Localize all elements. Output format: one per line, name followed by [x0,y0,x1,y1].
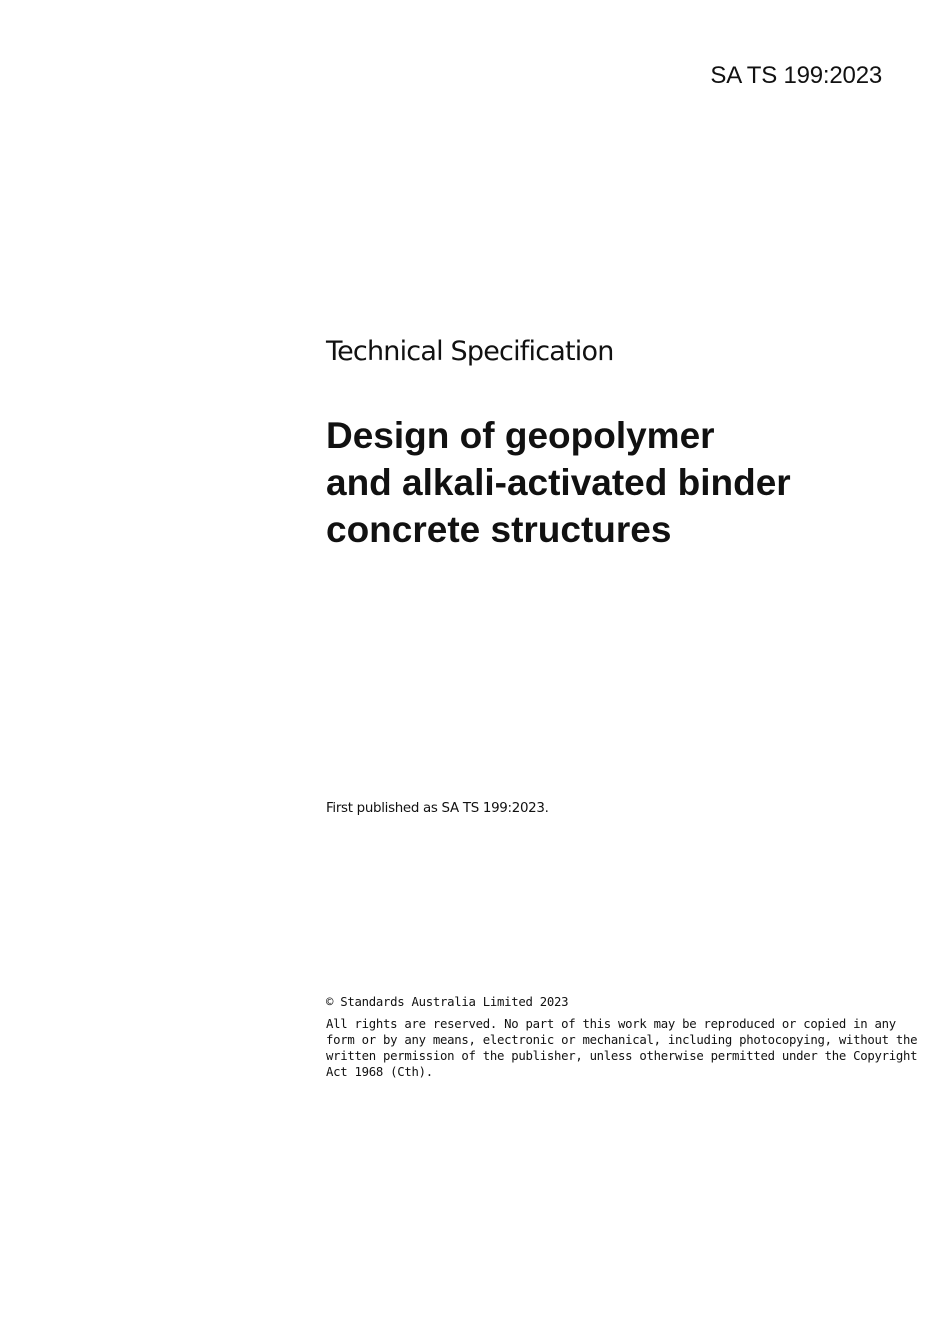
copyright-section [326,994,918,1080]
rights-line: form or by any means, electronic or mechanical, including photocopying, without the [326,1033,918,1047]
rights-line: All rights are reserved. No part of this work may be reproduced or copied in any [326,1017,896,1031]
rights-line: Act 1968 (Cth). [326,1065,433,1079]
document-title [326,412,886,553]
publication-note: First published as SA TS 199:2023. [326,801,549,816]
document-identifier: SA TS 199:2023 [710,62,882,89]
document-type-label: Technical Specification [326,336,614,367]
copyright-notice: © Standards Australia Limited 2023 [326,995,569,1009]
title-line: concrete structures [326,509,672,550]
title-line: and alkali-activated binder [326,462,791,503]
rights-statement [326,1016,918,1080]
title-line: Design of geopolymer [326,415,715,456]
rights-line: written permission of the publisher, unless otherwise permitted under the Copyright [326,1049,918,1063]
